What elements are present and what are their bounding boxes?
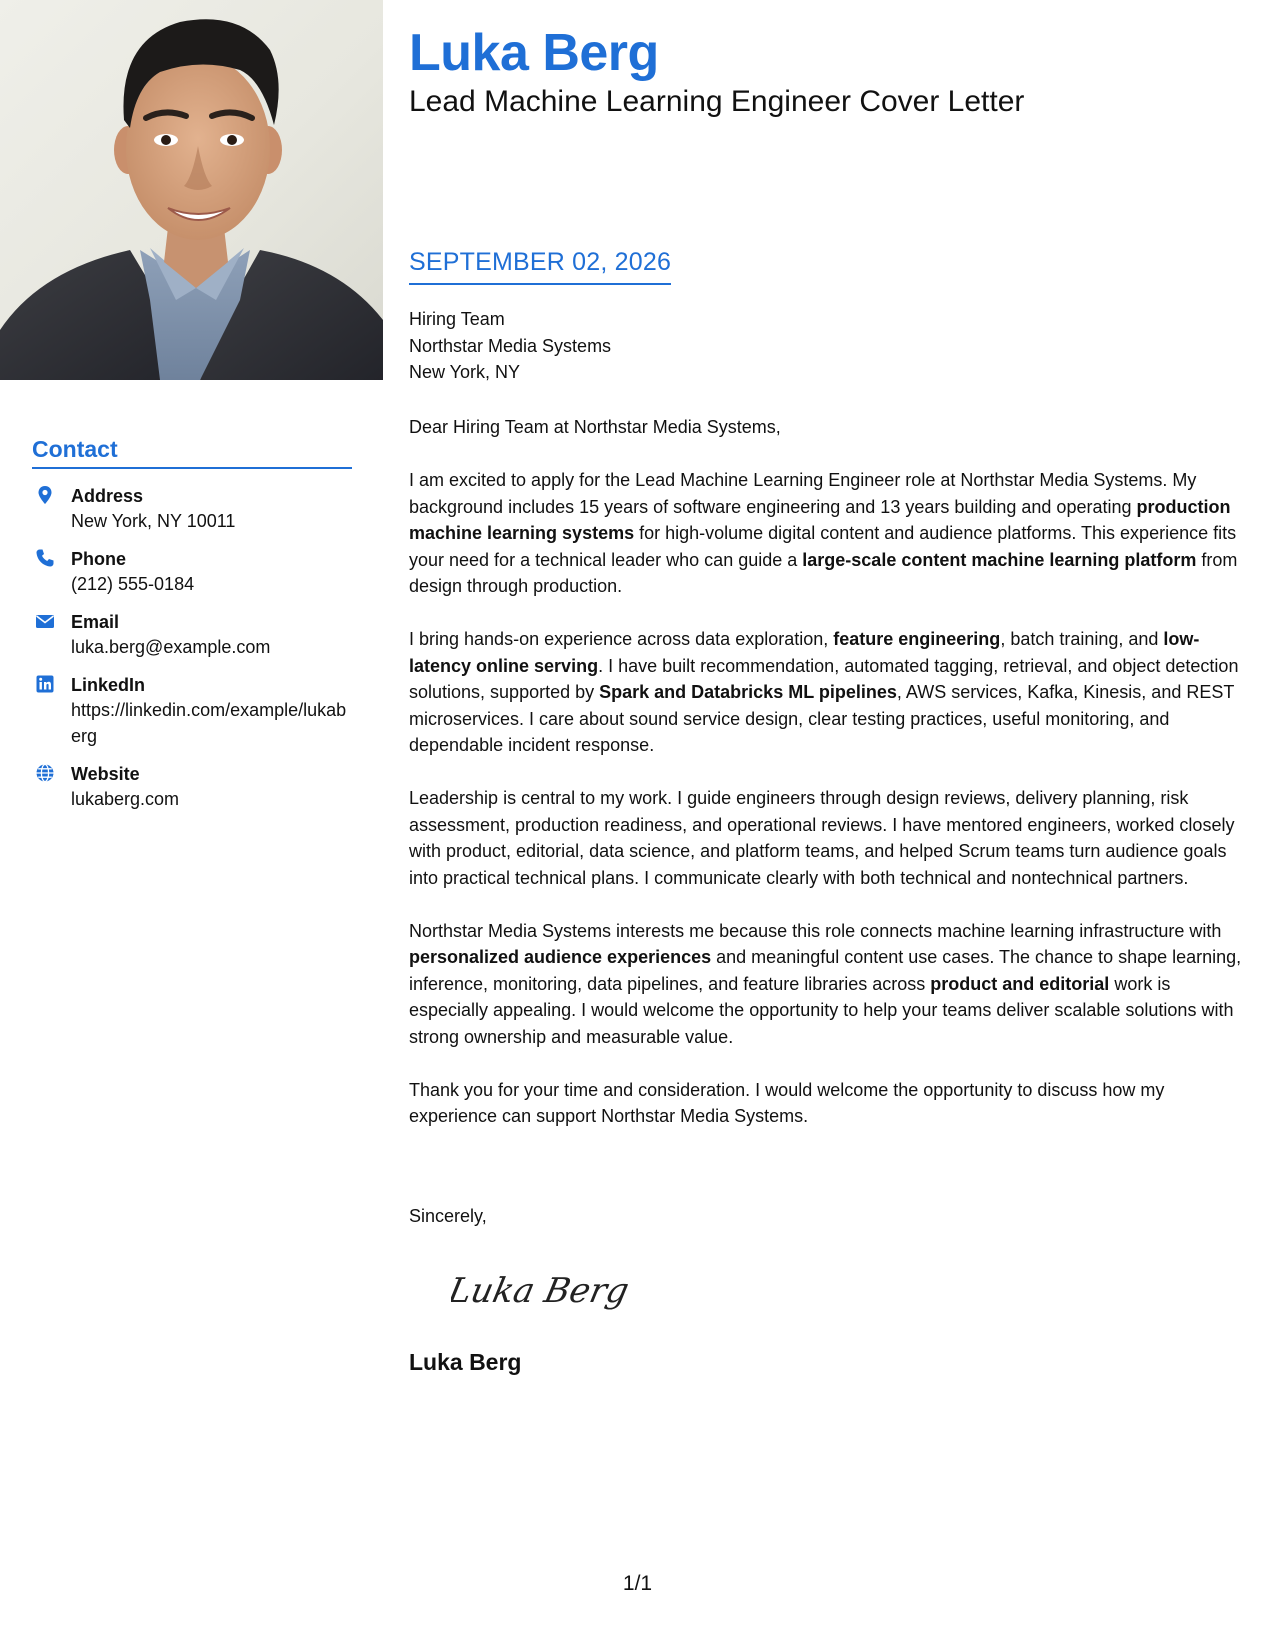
applicant-name: Luka Berg [409,24,659,82]
signature-text: Luka Berg [451,1271,631,1311]
recipient-block [409,306,611,386]
bold-phrase: low-latency online serving [409,629,1200,676]
bold-phrase: feature engineering [833,629,1001,649]
text-run: , batch training, and [1000,629,1164,649]
contact-label: Email [71,612,120,632]
letter-paragraph [409,1077,1254,1130]
recipient-line: Northstar Media Systems [409,335,612,356]
text-run: Northstar Media Systems interests me because this role connects machine learning infrastructure with [409,920,1222,941]
text-run: . I have built recommendation, automated tagging, retrieval, and object detection solutions, supported by [409,655,1239,702]
text-run: Thank you for your time and consideration. I would welcome the opportunity to discuss how my experience can support Northstar Media Systems. [409,1079,1165,1126]
page-number: 1/1 [622,1572,653,1595]
signer-name: Luka Berg [409,1349,522,1375]
contact-label: Website [71,764,140,784]
contact-email [32,610,352,660]
envelope-icon [35,611,55,631]
letter-paragraph [409,467,1254,600]
text-run: work is especially appealing. I would welcome the opportunity to help your teams deliver scalable solutions with strong ownership and measurable value. [409,973,1234,1047]
salutation: Dear Hiring Team at Northstar Media Systems, [409,417,781,437]
contact-label: LinkedIn [71,675,146,695]
text-run: Leadership is central to my work. I guide engineers through design reviews, delivery planning, risk assessment, production readiness, and operational reviews. I have mentored engineers, worked closely with product, editorial, data science, and platform teams, and helped Scrum teams turn audience goals into practical technical plans. I communicate clearly with both technical and nontechnical partners. [409,788,1235,888]
contact-heading: Contact [32,436,352,469]
contact-sidebar [32,436,352,812]
contact-website [32,762,352,812]
contact-value[interactable]: https://linkedin.com/example/lukaberg [71,700,347,746]
text-run: from design through production. [409,549,1238,596]
contact-phone [32,547,352,597]
bold-phrase: product and editorial [930,973,1110,994]
profile-photo [0,0,383,380]
signature [451,1262,631,1327]
globe-icon [35,763,55,783]
text-run: , AWS services, Kafka, Kinesis, and REST microservices. I care about sound service design, clear testing practices, useful monitoring, and dependable incident response. [409,682,1235,755]
contact-value: New York, NY 10011 [71,511,236,531]
text-run: and meaningful content use cases. The chance to shape learning, inference, monitoring, data pipelines, and feature libraries across [409,947,1242,994]
portrait-photo [0,0,383,380]
contact-address [32,484,352,534]
text-run: for high-volume digital content and audience platforms. This experience fits your need for a technical leader who can guide a [409,523,1237,570]
letter-subtitle: Lead Machine Learning Engineer Cover Letter [409,85,1025,118]
contact-value: (212) 555-0184 [71,574,195,594]
map-pin-icon [35,485,55,505]
bold-phrase: Spark and Databricks ML pipelines [599,682,897,702]
letter-paragraph [409,785,1254,891]
closing: Sincerely, [409,1206,487,1226]
contact-value: luka.berg@example.com [71,637,271,657]
letter-column [409,22,1254,1375]
contact-linkedin [32,673,352,749]
letter-body [409,414,1254,1156]
bold-phrase: large-scale content machine learning platform [802,549,1197,570]
letter-paragraph [409,918,1254,1051]
letter-date: SEPTEMBER 02, 2026 [409,248,671,285]
recipient-line: Hiring Team [409,309,505,329]
bold-phrase: production machine learning systems [409,496,1231,543]
phone-icon [35,548,55,568]
recipient-line: New York, NY [409,362,521,382]
contact-label: Phone [71,549,127,569]
contact-label: Address [71,486,144,506]
letter-paragraph [409,626,1254,759]
handwritten-signature [451,1262,631,1322]
text-run: I bring hands-on experience across data exploration, [409,629,834,649]
bold-phrase: personalized audience experiences [409,947,712,967]
linkedin-icon [35,674,55,694]
text-run: I am excited to apply for the Lead Machine Learning Engineer role at Northstar Media Systems. My background includes 15 years of software engineering and 13 years building and operating [409,470,1197,517]
contact-value[interactable]: lukaberg.com [71,789,180,809]
